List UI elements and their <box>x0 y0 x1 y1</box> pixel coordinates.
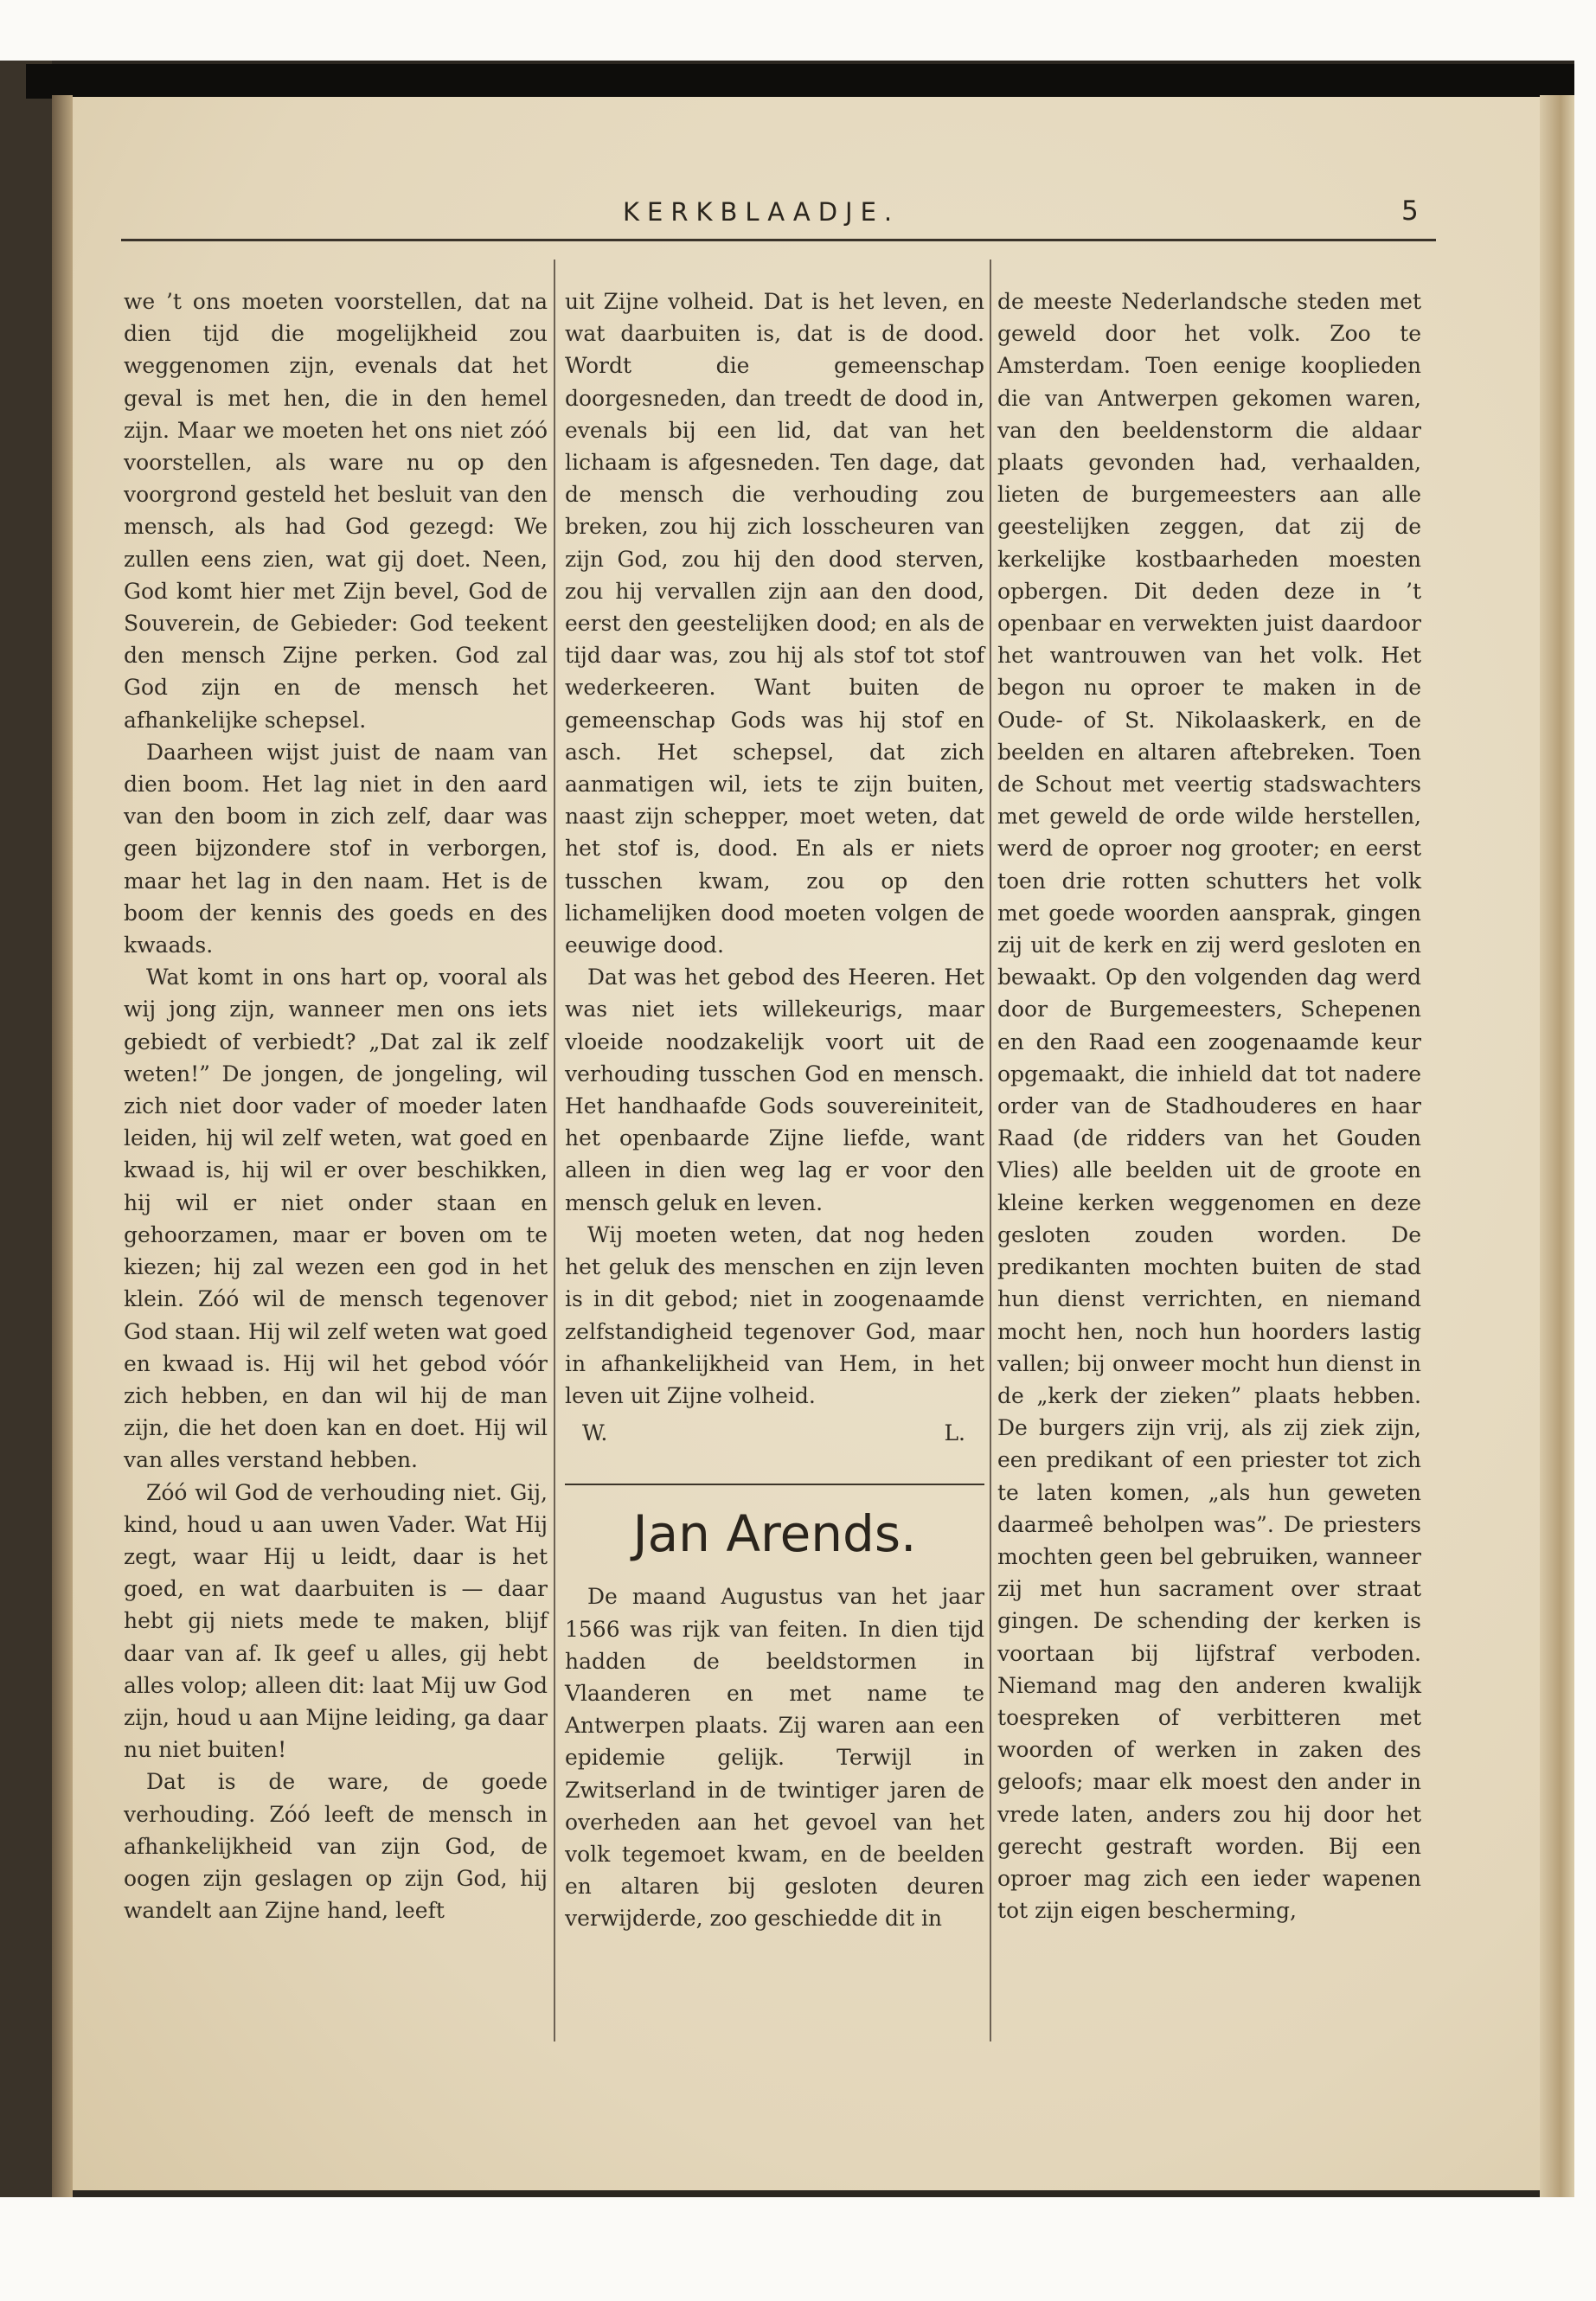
page-number: 5 <box>1401 195 1419 227</box>
book-spine <box>0 61 52 2197</box>
scan-margin-right <box>1574 61 1596 2197</box>
scan-margin-bottom <box>0 2197 1596 2301</box>
scan-margin-top <box>0 0 1596 61</box>
running-head-title: KERKBLAADJE. <box>623 197 901 227</box>
paragraph: de meeste Nederlandsche steden met geweld door het volk. Zoo te Amsterdam. Toen eenige kooplieden die van Antwerpen gekomen waren, van den beeldenstorm die aldaar plaats gevonden had, verhaalden, lieten de burgemeesters aan alle geestelijken zeggen, dat zij de kerkelijke kostbaarheden moesten opbergen. Dit deden deze in ’t openbaar en verwekten juist daardoor het wantrouwen van het volk. Het begon nu oproer te maken in de Oude- of St. Nikolaaskerk, en de beelden en altaren aftebreken. Toen de Schout met veertig stadswachters met geweld de orde wilde herstellen, werd de oproer nog grooter; en eerst toen drie rotten schutters het volk met goede woorden aansprak, gingen zij uit de kerk en zij werd gesloten en bewaakt. Op den volgenden dag werd door de Burgemeesters, Schepenen en den Raad een zoogenaamde keur opgemaakt, die inhield dat tot nadere order van de Stadhouderes en haar Raad (de ridders van het Gouden Vlies) alle beelden uit de groote en kleine kerken weggenomen en deze gesloten zouden worden. De predikanten mochten buiten de stad hun dienst verrichten, en niemand mocht hen, noch hun hoorders lastig vallen; bij onweer mocht hun dienst in de „kerk der zieken” plaats hebben. De burgers zijn vrij, als zij ziek zijn, een predikant of een priester tot zich te laten komen, „als hun geweten daarmeê beholpen was”. De priesters mochten geen bel gebruiken, wanneer zij met hun sacrament over straat gingen. De schending der kerken is voortaan bij lijfstraf verboden. Niemand mag den anderen kwalijk toespreken of verbitteren met woorden of werken in zaken des geloofs; maar elk moest den ander in vrede laten, anders zou hij door het gerecht gestraft worden. Bij een oproer mag zich een ieder wapenen tot zijn eigen bescherming, <box>997 289 1421 1924</box>
column-rule-left <box>554 260 555 2041</box>
text-column-2 <box>565 285 984 2076</box>
header-rule <box>121 239 1436 241</box>
page-edge <box>1540 95 1574 2197</box>
article-title: Jan Arends. <box>632 1504 917 1564</box>
signature-initial-left: W. <box>582 1420 608 1446</box>
paragraph: Dat was het gebod des Heeren. Het was niet iets willekeurigs, maar vloeide noodzakelijk voort uit de verhouding tusschen God en mensch. Het handhaafde Gods souvereiniteit, het openbaarde Zijne liefde, want alleen in dien weg lag er voor den mensch geluk en leven. <box>565 965 984 1215</box>
author-signature <box>565 1417 984 1449</box>
paragraph: Zóó wil God de verhouding niet. Gij, kind, houd u aan uwen Vader. Wat Hij zegt, waar Hij u leidt, daar is het goed, en wat daarbuiten is — daar hebt gij niets mede te maken, blijf daar van af. Ik geef u alles, gij hebt alles volop; alleen dit: laat Mij uw God zijn, houd u aan Mijne leiding, ga daar nu niet buiten! <box>124 1479 548 1763</box>
signature-initial-right: L. <box>944 1420 965 1446</box>
paragraph: Dat is de ware, de goede verhouding. Zóó leeft de mensch in afhankelijkheid van zijn God, de oogen zijn geslagen op zijn God, hij wandelt aan Zijne hand, leeft <box>124 1769 548 1924</box>
paragraph: uit Zijne volheid. Dat is het leven, en wat daarbuiten is, dat is de dood. Wordt die gemeenschap doorgesneden, dan treedt de dood in, evenals bij een lid, dat van het lichaam is afgesneden. Ten dage, dat de mensch die verhouding zou breken, zou hij zich losscheuren van zijn God, zou hij den dood sterven, zou hij vervallen zijn aan den dood, eerst den geestelijken dood; en als de tijd daar was, zou hij als stof tot stof wederkeeren. Want buiten de gemeenschap Gods was hij stof en asch. Het schepsel, dat zich aanmatigen wil, iets te zijn buiten, naast zijn schepper, moet weten, dat het stof is, dood. En als er niets tusschen kwam, zou op den lichamelijken dood moeten volgen de eeuwige dood. <box>565 289 984 958</box>
paragraph: Daarheen wijst juist de naam van dien boom. Het lag niet in den aard van den boom in zich zelf, daar was geen bijzondere stof in verborgen, maar het lag in den naam. Het is de boom der kennis des goeds en des kwaads. <box>124 739 548 958</box>
paragraph: Wij moeten weten, dat nog heden het geluk des menschen en zijn leven is in dit gebod; niet in zoogenaamde zelfstandigheid tegenover God, maar in afhankelijkheid van Hem, in het leven uit Zijne volheid. <box>565 1221 984 1408</box>
column-rule-right <box>990 260 991 2041</box>
text-column-1 <box>124 285 548 2076</box>
paragraph: Wat komt in ons hart op, vooral als wij jong zijn, wanneer men ons iets gebiedt of verbiedt? „Dat zal ik zelf weten!” De jongen, de jongeling, wil zich niet door vader of moeder laten leiden, hij wil zelf weten, wat goed en kwaad is, hij wil er over beschikken, hij wil er niet onder staan en gehoorzamen, maar er boven om te kiezen; hij zal wezen een god in het klein. Zóó wil de mensch tegenover God staan. Hij wil zelf weten wat goed en kwaad is. Hij wil het gebod vóór zich hebben, en dan wil hij de man zijn, die het doen kan en doet. Hij wil van alles verstand hebben. <box>124 965 548 1473</box>
article-divider <box>565 1484 984 1485</box>
paragraph: we ’t ons moeten voorstellen, dat na dien tijd die mogelijkheid zou weggenomen zijn, evenals dat het geval is met hen, die in den hemel zijn. Maar we moeten het ons niet zóó voorstellen, als ware nu op den voorgrond gesteld het besluit van den mensch, als had God gezegd: We zullen eens zien, wat gij doet. Neen, God komt hier met Zijn bevel, God de Souverein, de Gebieder: God teekent den mensch Zijne perken. God zal God zijn en de mensch het afhankelijke schepsel. <box>124 289 548 733</box>
text-column-3 <box>997 285 1421 2076</box>
page-gutter <box>52 95 73 2197</box>
paragraph: De maand Augustus van het jaar 1566 was rijk van feiten. In dien tijd hadden de beeldstormen in Vlaanderen en met name te Antwerpen plaats. Zij waren aan een epidemie gelijk. Terwijl in Zwitserland in de twintiger jaren de overheden aan het gevoel van het volk tegemoet kwam, en de beelden en altaren bij gesloten deuren verwijderde, zoo geschiedde dit in <box>565 1584 984 1932</box>
scan-top-border <box>26 64 1574 99</box>
